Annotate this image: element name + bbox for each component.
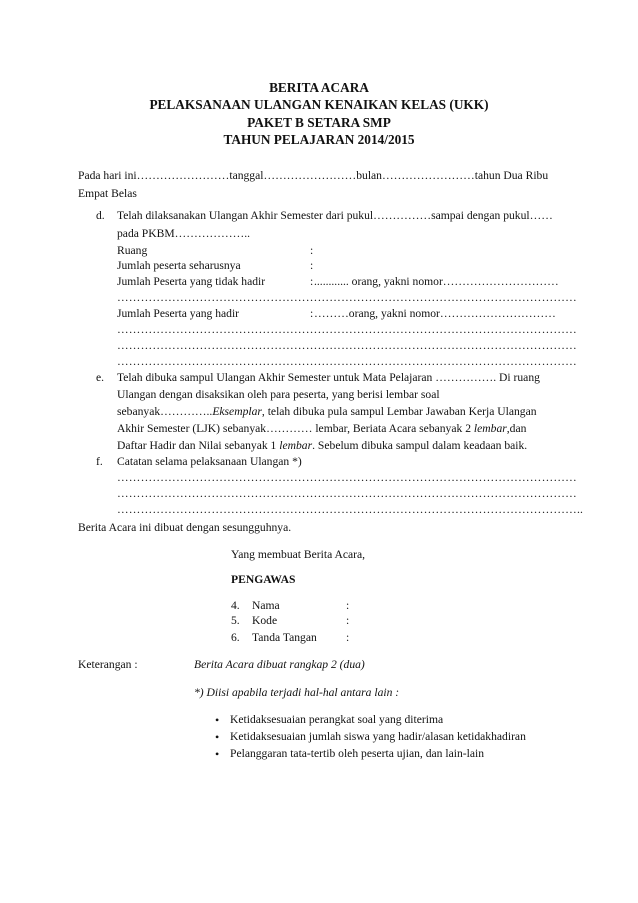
sig-field-sep: : [346, 631, 350, 644]
field-hadir-label: Jumlah Peserta yang hadir [117, 307, 240, 320]
item-e-line-1: Telah dibuka sampul Ulangan Akhir Semester untuk Mata Pelajaran ……………. Di ruang [117, 371, 540, 384]
bullet-icon: • [215, 747, 220, 761]
sig-field-ttd-label: Tanda Tangan [252, 631, 317, 644]
document-header [0, 79, 638, 149]
item-e-line-5-a: Daftar Hadir dan Nilai sebanyak 1 [117, 439, 280, 452]
item-e-line-3-a: sebanyak………….. [117, 405, 213, 418]
item-e-line-3 [117, 404, 537, 421]
field-tidak-hadir-sep: : [310, 275, 314, 288]
notes-line-1: Berita Acara dibuat rangkap 2 (dua) [194, 658, 365, 671]
dotted-line: ……………………………………………………………………………………………………… [117, 323, 577, 336]
intro-line-1: Pada hari ini……………………tanggal……………………bulan……………………tahun Dua Ribu [78, 169, 549, 182]
bullet-icon: • [215, 713, 220, 727]
field-tidak-hadir-label: Jumlah Peserta yang tidak hadir [117, 275, 266, 288]
dotted-line: ……………………………………………………………………………………………………….. [117, 503, 584, 516]
field-ruang-sep: : [310, 244, 314, 257]
notes-label: Keterangan : [78, 658, 138, 671]
item-e-line-4-c: ,dan [506, 422, 527, 435]
dotted-line: ……………………………………………………………………………………………………… [117, 355, 577, 368]
sig-field-num: 4. [231, 599, 240, 612]
item-e-line-2: Ulangan dengan disaksikan oleh para peserta, yang berisi lembar soal [117, 388, 440, 401]
sig-field-nama-label: Nama [252, 599, 280, 612]
notes-line-2: *) Diisi apabila terjadi hal-hal antara lain : [194, 686, 400, 699]
sig-field-num: 5. [231, 614, 240, 627]
item-f-line-1: Catatan selama pelaksanaan Ulangan *) [117, 455, 302, 468]
item-e-marker: e. [96, 371, 105, 384]
item-e-line-4 [117, 421, 526, 438]
list-item: Pelanggaran tata-tertib oleh peserta ujian, dan lain-lain [230, 747, 484, 760]
item-e-line-4-b: lembar [473, 422, 507, 435]
item-e-line-3-b: Eksemplar [212, 405, 262, 418]
dotted-line: ……………………………………………………………………………………………………… [117, 339, 577, 352]
header-subtitle: PELAKSANAAN ULANGAN KENAIKAN KELAS (UKK) [149, 97, 489, 113]
dotted-line: ……………………………………………………………………………………………………… [117, 471, 577, 484]
list-item: Ketidaksesuaian jumlah siswa yang hadir/alasan ketidakhadiran [230, 730, 526, 743]
signature-role: PENGAWAS [231, 573, 296, 586]
intro-line-2: Empat Belas [78, 187, 137, 200]
item-e-line-3-c: , telah dibuka pula sampul Lembar Jawaban Kerja Ulangan [261, 405, 537, 418]
signature-made-by: Yang membuat Berita Acara, [231, 548, 366, 561]
bullet-icon: • [215, 730, 220, 744]
item-e-line-5-b: lembar [279, 439, 313, 452]
dotted-line: ……………………………………………………………………………………………………… [117, 291, 577, 304]
field-tidak-hadir-value: ............ orang, yakni nomor………………………… [314, 275, 559, 288]
item-e-line-5 [117, 438, 527, 455]
sig-field-num: 6. [231, 631, 240, 644]
sig-field-sep: : [346, 614, 350, 627]
item-d-line-2: pada PKBM……………….. [117, 227, 251, 240]
list-item: Ketidaksesuaian perangkat soal yang diterima [230, 713, 444, 726]
dotted-line: ……………………………………………………………………………………………………… [117, 487, 577, 500]
field-hadir-sep: : [310, 307, 314, 320]
header-title: BERITA ACARA [269, 80, 369, 95]
item-e-line-5-c: . Sebelum dibuka sampul dalam keadaan baik. [312, 439, 528, 452]
item-d-line-1: Telah dilaksanakan Ulangan Akhir Semester dari pukul……………sampai dengan pukul…… [117, 209, 553, 222]
header-program: PAKET B SETARA SMP [247, 114, 391, 130]
item-d-marker: d. [96, 209, 105, 222]
item-f-marker: f. [96, 455, 103, 468]
field-ruang-label: Ruang [117, 244, 148, 257]
closing-statement: Berita Acara ini dibuat dengan sesungguhnya. [78, 521, 292, 534]
item-e-line-4-a: Akhir Semester (LJK) sebanyak………… lembar, Beriata Acara sebanyak 2 [117, 422, 474, 435]
sig-field-kode-label: Kode [252, 614, 278, 627]
header-year: TAHUN PELAJARAN 2014/2015 [223, 132, 415, 148]
field-seharusnya-label: Jumlah peserta seharusnya [117, 259, 241, 272]
field-hadir-value: ………orang, yakni nomor………………………… [314, 307, 556, 320]
field-seharusnya-sep: : [310, 259, 314, 272]
sig-field-sep: : [346, 599, 350, 612]
